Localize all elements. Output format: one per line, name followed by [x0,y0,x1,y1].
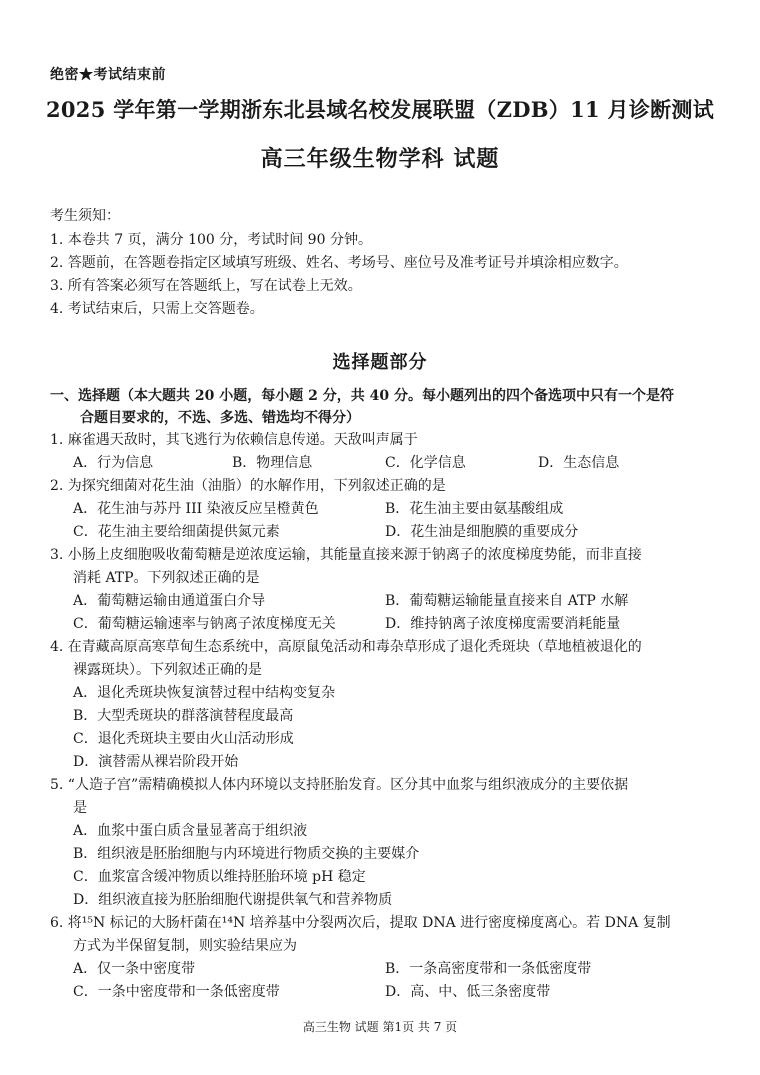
question-4-stem-line2: 裸露斑块）。下列叙述正确的是 [73,662,262,678]
q5-option-d: D．组织液直接为胚胎细胞代谢提供氧气和营养物质 [73,892,393,908]
question-3-stem-line1: 3. 小肠上皮细胞吸收葡萄糖是逆浓度运输，其能量直接来源于钠离子的浓度梯度势能，而非直接 [50,547,642,563]
notice-item: 3. 所有答案必须写在答题纸上，写在试卷上无效。 [50,278,362,294]
q4-option-a: A．退化秃斑块恢复演替过程中结构变复杂 [73,685,336,701]
q4-option-d: D．演替需从裸岩阶段开始 [73,754,239,770]
exam-title: 2025 学年第一学期浙东北县域名校发展联盟（ZDB）11 月诊断测试 [45,97,715,122]
q6-option-c: C．一条中密度带和一条低密度带 [73,984,280,1000]
q4-option-c: C．退化秃斑块主要由火山活动形成 [73,731,294,747]
page-footer: 高三生物 试题 第1页 共 7 页 [302,1020,458,1034]
q2-option-a: A．花生油与苏丹 III 染液反应呈橙黄色 [73,501,319,517]
question-6-stem-line2: 方式为半保留复制，则实验结果应为 [73,938,297,954]
q1-option-d: D．生态信息 [538,455,620,471]
question-5-stem-line1: 5. “人造子宫”需精确模拟人体内环境以支持胚胎发育。区分其中血浆与组织液成分的主要依据 [50,777,629,793]
q1-option-b: B．物理信息 [232,455,313,471]
q2-option-b: B．花生油主要由氨基酸组成 [385,501,564,517]
q5-option-c: C．血浆富含缓冲物质以维持胚胎环境 pH 稳定 [73,869,366,885]
question-2-stem: 2. 为探究细菌对花生油（油脂）的水解作用，下列叙述正确的是 [50,478,446,494]
notice-item: 2. 答题前，在答题卷指定区域填写班级、姓名、考场号、座位号及准考证号并填涂相应数字。 [50,255,628,271]
q6-option-a: A．仅一条中密度带 [73,961,196,977]
q3-option-c: C．葡萄糖运输速率与钠离子浓度梯度无关 [73,616,336,632]
q1-option-c: C．化学信息 [385,455,466,471]
q3-option-d: D．维持钠离子浓度梯度需要消耗能量 [385,616,621,632]
q6-option-b: B．一条高密度带和一条低密度带 [385,961,592,977]
q4-option-b: B．大型秃斑块的群落演替程度最高 [73,708,294,724]
notice-item: 4. 考试结束后，只需上交答题卷。 [50,301,264,317]
question-4-stem-line1: 4. 在青藏高原高寒草甸生态系统中，高原鼠兔活动和毒杂草形成了退化秃斑块（草地植被退化的 [50,639,642,655]
question-3-stem-line2: 消耗 ATP。下列叙述正确的是 [73,570,260,586]
q5-option-a: A．血浆中蛋白质含量显著高于组织液 [73,823,308,839]
part-heading-line1: 一、选择题（本大题共 20 小题，每小题 2 分，共 40 分。每小题列出的四个备选项中只有一个是符 [50,388,674,404]
notice-item: 1. 本卷共 7 页，满分 100 分，考试时间 90 分钟。 [50,232,372,248]
q1-option-a: A．行为信息 [73,455,154,471]
exam-subtitle: 高三年级生物学科 试题 [260,146,500,172]
q3-option-a: A．葡萄糖运输由通道蛋白介导 [73,593,266,609]
question-5-stem-line2: 是 [73,800,87,816]
q2-option-d: D．花生油是细胞膜的重要成分 [385,524,579,540]
question-1-stem: 1. 麻雀遇天敌时，其飞逃行为依赖信息传递。天敌叫声属于 [50,432,418,448]
q5-option-b: B．组织液是胚胎细胞与内环境进行物质交换的主要媒介 [73,846,420,862]
q6-option-d: D．高、中、低三条密度带 [385,984,551,1000]
confidential-label: 绝密★考试结束前 [50,67,166,83]
part-heading-line2: 合题目要求的，不选、多选、错选均不得分） [80,410,360,426]
question-6-stem-line1: 6. 将¹⁵N 标记的大肠杆菌在¹⁴N 培养基中分裂两次后，提取 DNA 进行密度梯度离心。若 DNA 复制 [50,915,671,931]
section-title: 选择题部分 [332,352,428,373]
q3-option-b: B．葡萄糖运输能量直接来自 ATP 水解 [385,593,629,609]
notice-heading: 考生须知： [50,208,120,224]
q2-option-c: C．花生油主要给细菌提供氮元素 [73,524,280,540]
